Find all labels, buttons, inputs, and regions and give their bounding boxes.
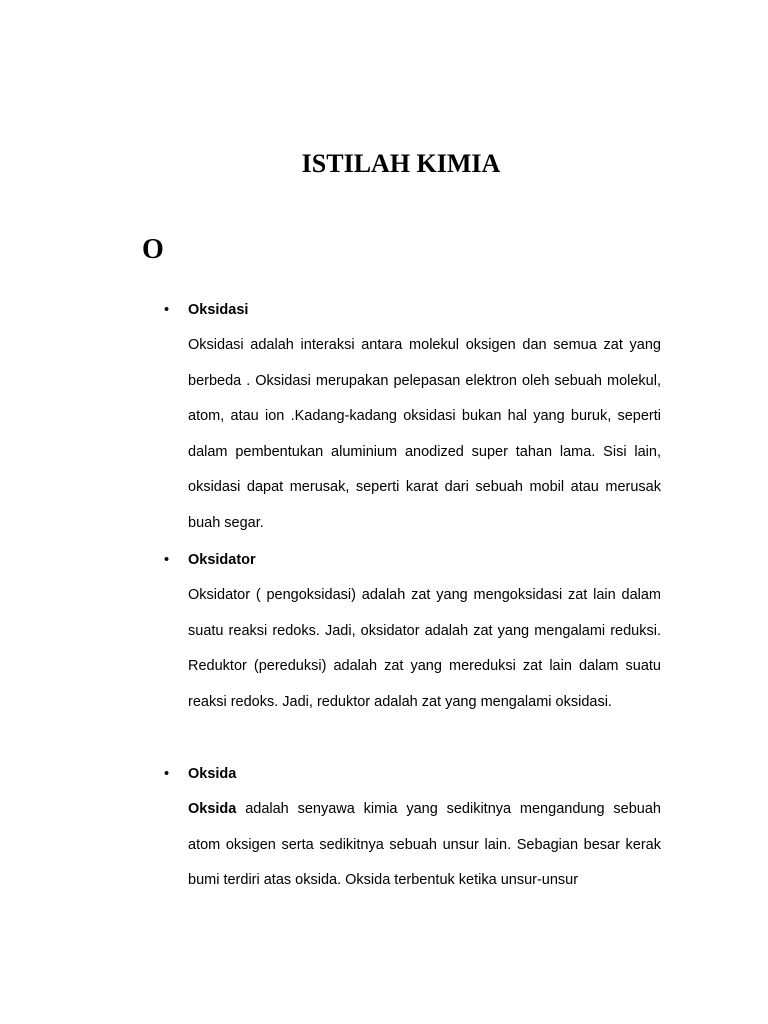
section-letter-heading: O <box>142 234 164 265</box>
definition-text: Oksidator ( pengoksidasi) adalah zat yang mengoksidasi zat lain dalam suatu reaksi redoks. Jadi, oksidator adalah zat yang mengalami reduksi. Reduktor (pereduksi) adalah zat yang mereduksi zat lain dalam suatu reaksi redoks. Jadi, reduktor adalah zat yang mengalami oksidasi. <box>188 587 661 710</box>
bullet-icon: • <box>164 302 170 318</box>
term-label: Oksida <box>188 766 237 782</box>
definition-oksidator <box>188 578 661 720</box>
page-title: ISTILAH KIMIA <box>301 149 501 178</box>
definition-oksidasi: Oksidasi adalah interaksi antara molekul oksigen dan semua zat yang berbeda . Oksidasi merupakan pelepasan elektron oleh sebuah molekul, atom, atau ion .Kadang-kadang oksidasi bukan hal yang buruk, seperti dalam pembentukan aluminium anodized super tahan lama. Sisi lain, oksidasi dapat merusak, seperti karat dari sebuah mobil atau merusak buah segar. <box>188 337 661 531</box>
bullet-icon: • <box>164 766 170 782</box>
definition-text: adalah senyawa kimia yang sedikitnya mengandung sebuah atom oksigen serta sedikitnya sebuah unsur lain. Sebagian besar kerak bumi terdiri atas oksida. Oksida terbentuk ketika unsur-unsur <box>188 801 661 889</box>
definition-lead-term: Oksida <box>188 801 237 817</box>
term-label: Oksidasi <box>188 302 249 318</box>
bullet-icon: • <box>164 552 170 568</box>
term-label: Oksidator <box>188 552 256 568</box>
definition-oksida <box>188 792 661 899</box>
